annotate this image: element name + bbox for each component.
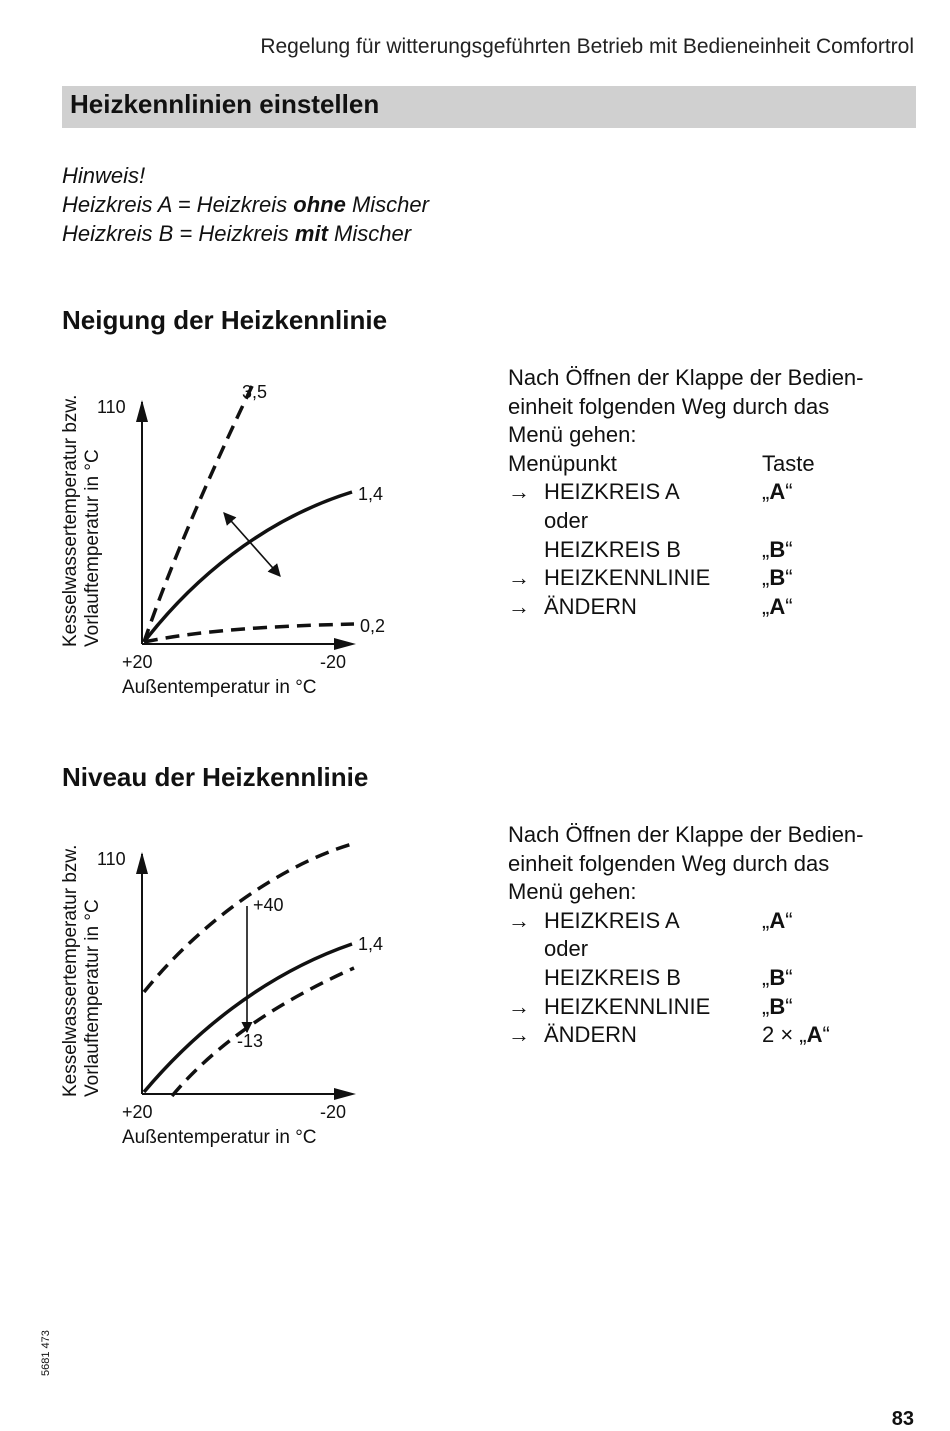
step-key-close-quote: “	[822, 1022, 830, 1048]
step-key-letter: B	[769, 565, 786, 591]
neigung-x-left-label: +20	[122, 652, 153, 672]
neigung-ylabel-line1: Kesselwassertemperatur bzw.	[60, 394, 81, 647]
step-arrow: →	[508, 993, 530, 1019]
step-key	[762, 907, 793, 936]
niveau-intro-line-2: einheit folgenden Weg durch das	[508, 850, 830, 876]
step-arrow: →	[508, 565, 530, 591]
niveau-x-right-label: -20	[320, 1102, 347, 1122]
step-key	[762, 593, 793, 622]
step-menu-item: ÄNDERN	[544, 593, 637, 619]
neigung-x-right-label: -20	[320, 652, 347, 672]
step-key-close-quote: “	[785, 907, 793, 933]
doc-number-container	[28, 1322, 88, 1382]
neigung-col-key-header: Taste	[762, 450, 815, 476]
note-line-b-emphasis: mit	[294, 221, 328, 246]
niveau-x-axis-arrowhead	[334, 1088, 356, 1100]
niveau-heading: Niveau der Heizkennlinie	[62, 762, 369, 792]
note-block	[62, 161, 429, 248]
niveau-diagram	[52, 810, 442, 1160]
niveau-intro-line-3: Menü gehen:	[508, 879, 637, 905]
step-menu-item: oder	[544, 507, 589, 533]
note-line-a-emphasis: ohne	[293, 192, 346, 217]
neigung-step	[508, 564, 928, 593]
step-arrow	[508, 935, 544, 964]
neigung-diagram	[52, 360, 442, 710]
niveau-y-max-label: 110	[97, 849, 126, 869]
niveau-ylabel-line2: Vorlauftemperatur in °C	[82, 899, 103, 1097]
note-line-b-pre: Heizkreis B = Heizkreis	[62, 221, 295, 246]
step-key-letter: B	[769, 536, 786, 562]
neigung-y-max-label: 110	[97, 397, 126, 417]
step-key-close-quote: “	[785, 993, 793, 1019]
doc-number: 5681 473	[40, 1330, 52, 1376]
step-menu-item: HEIZKENNLINIE	[544, 565, 711, 591]
step-key-letter: A	[769, 593, 786, 619]
niveau-figure	[52, 810, 442, 1160]
neigung-curve-steep-label: 3,5	[242, 382, 268, 402]
neigung-ylabel-line2: Vorlauftemperatur in °C	[82, 449, 103, 647]
note-line-a-post: Mischer	[345, 192, 429, 217]
page-number: 83	[891, 1408, 914, 1430]
step-arrow: →	[508, 1022, 530, 1048]
step-arrow	[508, 536, 544, 565]
step-key-open-quote: „	[762, 565, 770, 591]
neigung-x-axis-arrowhead	[334, 638, 356, 650]
step-key-close-quote: “	[785, 964, 793, 990]
step-key	[762, 1021, 830, 1050]
niveau-xlabel: Außentemperatur in °C	[122, 1127, 317, 1148]
niveau-curve-label: 1,4	[358, 934, 384, 954]
neigung-intro-line-1: Nach Öffnen der Klappe der Bedien-	[508, 365, 864, 390]
step-menu-item: HEIZKREIS A	[544, 907, 680, 933]
note-heading: Hinweis!	[62, 163, 146, 188]
step-key-letter: A	[769, 907, 786, 933]
step-menu-item: HEIZKREIS A	[544, 479, 680, 505]
neigung-curve-flat	[144, 624, 354, 642]
neigung-intro-line-3: Menü gehen:	[508, 422, 637, 448]
neigung-heading: Neigung der Heizkennlinie	[62, 305, 388, 335]
step-key-close-quote: “	[785, 536, 793, 562]
section-title: Heizkennlinien einstellen	[70, 89, 380, 119]
niveau-ylabel-line1: Kesselwassertemperatur bzw.	[60, 844, 81, 1097]
step-key-close-quote: “	[785, 593, 793, 619]
step-key-close-quote: “	[785, 565, 793, 591]
neigung-intro-line-2: einheit folgenden Weg durch das	[508, 393, 830, 419]
step-menu-item: HEIZKREIS B	[544, 536, 681, 562]
step-menu-item: ÄNDERN	[544, 1022, 637, 1048]
niveau-step	[508, 1021, 928, 1050]
neigung-instructions	[508, 364, 928, 621]
step-menu-item: HEIZKREIS B	[544, 964, 681, 990]
niveau-intro-line-1: Nach Öffnen der Klappe der Bedien-	[508, 822, 864, 847]
niveau-step	[508, 964, 928, 993]
running-header: Regelung für witterungsgeführten Betrieb mit Bedieneinheit Comfortrol	[260, 35, 914, 58]
neigung-step	[508, 478, 928, 507]
step-key	[762, 964, 793, 993]
step-menu-item: oder	[544, 936, 589, 962]
step-arrow: →	[508, 907, 530, 933]
step-key-open-quote: „	[762, 479, 770, 505]
step-key-open-quote: 2 × „	[762, 1022, 807, 1048]
step-key	[762, 478, 793, 507]
neigung-col-menu-header: Menüpunkt	[508, 450, 617, 476]
neigung-step	[508, 507, 928, 536]
note-line-a-pre: Heizkreis A = Heizkreis	[62, 192, 294, 217]
step-key-open-quote: „	[762, 964, 770, 990]
note-line-b-post: Mischer	[327, 221, 412, 246]
niveau-step	[508, 935, 928, 964]
neigung-adjust-arrow	[224, 513, 280, 576]
niveau-shift-up-label: +40	[253, 895, 284, 915]
neigung-figure	[52, 360, 442, 710]
neigung-column-headers	[508, 450, 928, 479]
neigung-curve-mid	[144, 492, 352, 642]
niveau-y-axis-arrowhead	[136, 852, 148, 874]
step-key-open-quote: „	[762, 907, 770, 933]
neigung-curve-mid-label: 1,4	[358, 484, 384, 504]
step-arrow: →	[508, 479, 530, 505]
step-key-letter: A	[769, 479, 786, 505]
neigung-curve-steep	[144, 382, 254, 642]
note-line-a	[62, 190, 429, 219]
niveau-curve-base	[144, 944, 352, 1092]
niveau-step	[508, 993, 928, 1022]
neigung-step	[508, 536, 928, 565]
niveau-instructions	[508, 821, 928, 1050]
step-key-letter: B	[769, 964, 786, 990]
niveau-x-left-label: +20	[122, 1102, 153, 1122]
neigung-xlabel: Außentemperatur in °C	[122, 677, 317, 698]
neigung-curve-flat-label: 0,2	[360, 616, 386, 636]
step-key-open-quote: „	[762, 993, 770, 1019]
step-key	[762, 536, 793, 565]
step-menu-item: HEIZKENNLINIE	[544, 993, 711, 1019]
step-arrow	[508, 964, 544, 993]
note-line-b	[62, 219, 429, 248]
niveau-shift-down-label: -13	[237, 1031, 264, 1051]
step-arrow: →	[508, 593, 530, 619]
step-key-open-quote: „	[762, 593, 770, 619]
step-key	[762, 993, 793, 1022]
niveau-step	[508, 907, 928, 936]
step-key-letter: B	[769, 993, 786, 1019]
step-key-letter: A	[806, 1022, 823, 1048]
step-key-close-quote: “	[785, 479, 793, 505]
step-key-open-quote: „	[762, 536, 770, 562]
step-arrow	[508, 507, 544, 536]
neigung-y-axis-arrowhead	[136, 400, 148, 422]
step-key	[762, 564, 793, 593]
niveau-curve-raised	[144, 844, 352, 992]
neigung-step	[508, 593, 928, 622]
